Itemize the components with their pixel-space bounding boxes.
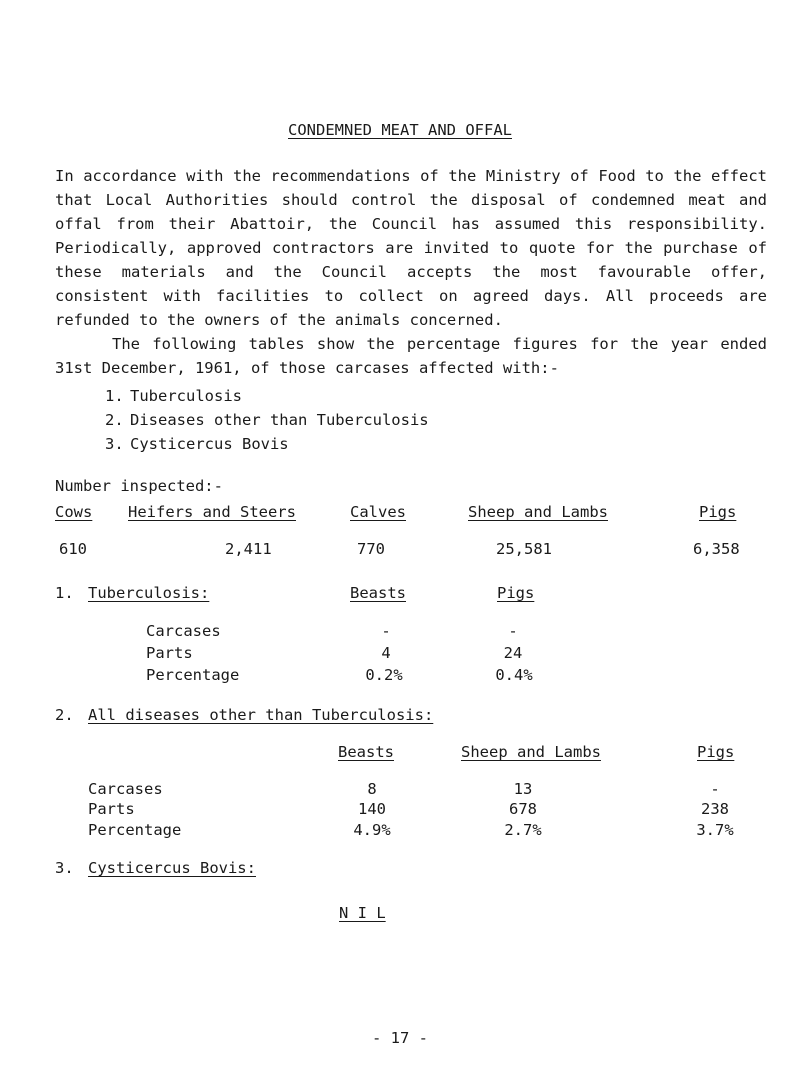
tables-paragraph: The following tables show the percentage figures for the year ended 31st December, 1961, of those carcases affected with:- [55, 335, 767, 377]
table-cell: 4 [381, 644, 391, 662]
value-heifers-steers: 2,411 [225, 540, 272, 558]
table-cell: 3.7% [696, 821, 734, 839]
value-calves: 770 [357, 540, 385, 558]
row-label: Carcases [146, 622, 221, 640]
table-cell: 2.7% [504, 821, 542, 839]
row-label: Parts [146, 644, 193, 662]
section-number: 1. [55, 584, 74, 602]
row-label: Parts [88, 800, 135, 818]
header-cows: Cows [55, 503, 93, 521]
list-item [105, 413, 429, 429]
table-cell: - [381, 622, 391, 640]
list-item [105, 437, 289, 453]
table-cell: 24 [503, 644, 523, 662]
section-title: Cysticercus Bovis: [88, 859, 256, 877]
value-cows: 610 [59, 540, 87, 558]
table-cell: - [508, 622, 518, 640]
value-sheep-lambs: 25,581 [496, 540, 552, 558]
table-cell: 8 [367, 780, 377, 798]
table-cell: - [710, 780, 720, 798]
row-label: Carcases [88, 780, 163, 798]
table-cell: 0.2% [365, 666, 403, 684]
table-cell: 13 [513, 780, 533, 798]
header-heifers-steers: Heifers and Steers [128, 503, 296, 521]
list-item-number: 1. [105, 387, 124, 405]
nil-result: N I L [339, 904, 386, 922]
header-beasts: Beasts [350, 584, 406, 602]
table-cell: 238 [701, 800, 729, 818]
inspected-label: Number inspected:- [55, 477, 223, 495]
row-label: Percentage [88, 821, 182, 839]
header-pigs: Pigs [699, 503, 737, 521]
table-cell: 0.4% [495, 666, 533, 684]
table-cell: 4.9% [353, 821, 391, 839]
header-sheep-lambs: Sheep and Lambs [461, 743, 601, 761]
header-calves: Calves [350, 503, 406, 521]
header-sheep-lambs: Sheep and Lambs [468, 503, 608, 521]
list-item [105, 389, 242, 405]
list-item-text: Tuberculosis [130, 387, 242, 405]
table-cell: 678 [509, 800, 537, 818]
section-title: Tuberculosis: [88, 584, 210, 602]
row-label: Percentage [146, 666, 240, 684]
list-item-number: 2. [105, 411, 124, 429]
page-number: - 17 - [372, 1029, 428, 1047]
list-item-text: Diseases other than Tuberculosis [130, 411, 429, 429]
header-beasts: Beasts [338, 743, 394, 761]
section-number: 2. [55, 706, 74, 724]
header-pigs: Pigs [697, 743, 735, 761]
table-cell: 140 [358, 800, 386, 818]
list-item-text: Cysticercus Bovis [130, 435, 289, 453]
header-pigs: Pigs [497, 584, 535, 602]
intro-paragraph: In accordance with the recommendations of the Ministry of Food to the effect that Local Authorities should control the disposal of condemned meat and offal from their Abattoir, the Council has assumed this responsibility. Periodically, approved contractors are invited to quote for the purchase of these materials and the Council accepts the most favourable offer, consistent with facilities to collect on agreed days. All proceeds are refunded to the owners of the animals concerned. [55, 167, 767, 329]
section-number: 3. [55, 859, 74, 877]
page-title: CONDEMNED MEAT AND OFFAL [288, 121, 512, 139]
list-item-number: 3. [105, 435, 124, 453]
section-title: All diseases other than Tuberculosis: [88, 706, 434, 724]
value-pigs: 6,358 [693, 540, 740, 558]
